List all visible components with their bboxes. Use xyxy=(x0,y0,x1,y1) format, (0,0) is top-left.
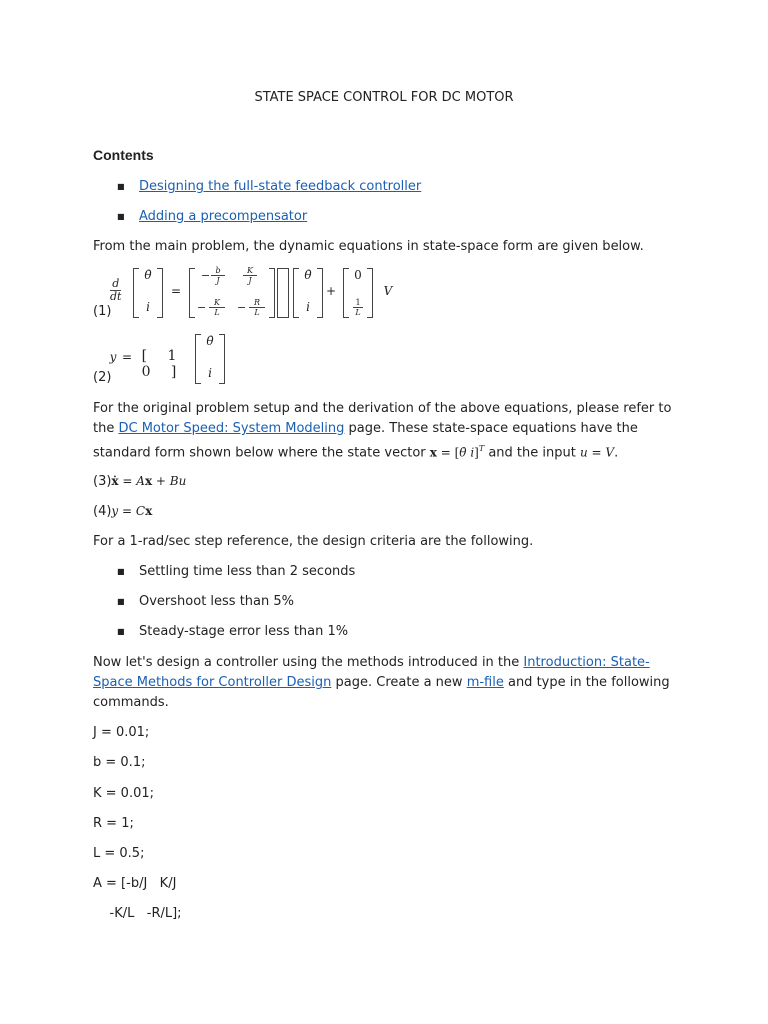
equation-1 xyxy=(93,264,413,324)
code-line: J = 0.01; xyxy=(93,725,150,740)
paragraph-text: For the original problem setup and the derivation of the above equations, please refer to the xyxy=(93,401,672,436)
equation-label: (1) xyxy=(93,304,112,319)
bracket-left xyxy=(189,268,195,318)
criteria-item: Settling time less than 2 seconds xyxy=(139,564,356,579)
toc-link-full-state-feedback[interactable]: Designing the full-state feedback controller xyxy=(139,179,422,194)
bullet-icon: ■ xyxy=(117,627,125,636)
intro-paragraph: From the main problem, the dynamic equations in state-space form are given below. xyxy=(93,239,644,254)
code-line: K = 0.01; xyxy=(93,786,155,801)
matrix-entry: $\frac{K}{J}$ xyxy=(243,266,257,285)
y-symbol: y xyxy=(109,350,117,364)
document-title: STATE SPACE CONTROL FOR DC MOTOR xyxy=(254,90,514,105)
equation-3 xyxy=(93,471,186,492)
input-math: u xyxy=(579,445,588,460)
eq3-math: = xyxy=(118,474,137,488)
theta-dot-symbol: θ̇ xyxy=(206,334,214,348)
d-dt-operator: $\frac{d}{dt}$ xyxy=(110,277,122,303)
toc-link-precompensator[interactable]: Adding a precompensator xyxy=(139,209,308,224)
eq4-math: y xyxy=(111,504,119,518)
i-symbol: i xyxy=(306,300,310,314)
matrix-entry: − K L xyxy=(197,298,225,317)
bullet-icon: ■ xyxy=(117,182,125,191)
state-vector-math: x xyxy=(429,445,437,460)
i-symbol: i xyxy=(208,366,212,380)
theta-dot-symbol: θ̇ xyxy=(144,268,152,282)
theta-dot-symbol: θ̇ xyxy=(304,268,312,282)
bracket-right xyxy=(283,268,289,318)
code-line: -K/L -R/L]; xyxy=(93,906,182,921)
bracket-right xyxy=(367,268,373,318)
eq3-math: Bu xyxy=(169,474,187,488)
code-line: R = 1; xyxy=(93,816,134,831)
equals-sign: = xyxy=(121,350,133,364)
state-vector-math: ] xyxy=(474,445,479,460)
bracket-right xyxy=(219,334,225,384)
paragraph-text: page. These state-space equations have the standard form shown below where the state vector xyxy=(93,421,638,461)
state-vector-math: T xyxy=(478,444,485,453)
equation-4 xyxy=(93,501,152,522)
input-math: = xyxy=(587,445,606,460)
code-line: A = [-b/J K/J xyxy=(93,876,177,891)
c-matrix: [ 1 0 ] xyxy=(141,348,185,380)
criteria-item: Steady-stage error less than 1% xyxy=(139,624,349,639)
equals-sign: = xyxy=(170,284,182,298)
paragraph-text: and the input xyxy=(484,445,580,461)
eq3-math: + xyxy=(152,474,170,488)
equation-label: (4) xyxy=(93,504,112,519)
i-symbol: i xyxy=(146,300,150,314)
equation-label: (2) xyxy=(93,370,112,385)
code-line: b = 0.1; xyxy=(93,755,146,770)
bracket-right xyxy=(157,268,163,318)
link-intro-state-space[interactable]: Introduction: State-Space Methods for Controller Design xyxy=(93,655,650,690)
equation-2 xyxy=(93,330,293,390)
paragraph-text: and type in the following commands. xyxy=(93,675,670,710)
eq3-math: A xyxy=(136,474,145,488)
contents-heading: Contents xyxy=(93,147,154,163)
link-dc-motor-modeling[interactable]: DC Motor Speed: System Modeling xyxy=(118,421,345,436)
paragraph-text: Now let's design a controller using the methods introduced in the xyxy=(93,655,524,670)
v-symbol: V xyxy=(383,284,393,298)
input-math: V xyxy=(605,445,615,460)
paragraph-text: page. Create a new xyxy=(331,675,467,690)
bracket-right xyxy=(317,268,323,318)
eq4-math: C xyxy=(135,504,146,518)
eq4-math: x xyxy=(145,504,153,518)
state-vector-math: θ̇ i xyxy=(459,445,475,460)
paragraph-state-space xyxy=(93,399,693,463)
bullet-icon: ■ xyxy=(117,597,125,606)
paragraph-controller-design xyxy=(93,653,683,713)
eq3-math: x xyxy=(144,474,153,488)
bullet-icon: ■ xyxy=(117,212,125,221)
bullet-icon: ■ xyxy=(117,567,125,576)
paragraph-text: . xyxy=(614,445,619,461)
criteria-item: Overshoot less than 5% xyxy=(139,594,295,609)
eq3-math: ẋ xyxy=(111,474,119,488)
matrix-entry: − b J xyxy=(201,266,225,285)
bracket-right xyxy=(269,268,275,318)
eq4-math: = xyxy=(118,504,136,518)
matrix-entry: − R L xyxy=(237,298,265,317)
equation-label: (3) xyxy=(93,474,112,489)
criteria-intro: For a 1-rad/sec step reference, the design criteria are the following. xyxy=(93,534,534,549)
state-vector-math: = [ xyxy=(436,445,460,460)
code-line: L = 0.5; xyxy=(93,846,145,861)
link-m-file[interactable]: m-file xyxy=(466,675,504,690)
matrix-entry: 0 xyxy=(354,268,362,282)
plus-sign: + xyxy=(325,284,337,298)
matrix-entry: $\frac{1}{L}$ xyxy=(353,298,363,317)
